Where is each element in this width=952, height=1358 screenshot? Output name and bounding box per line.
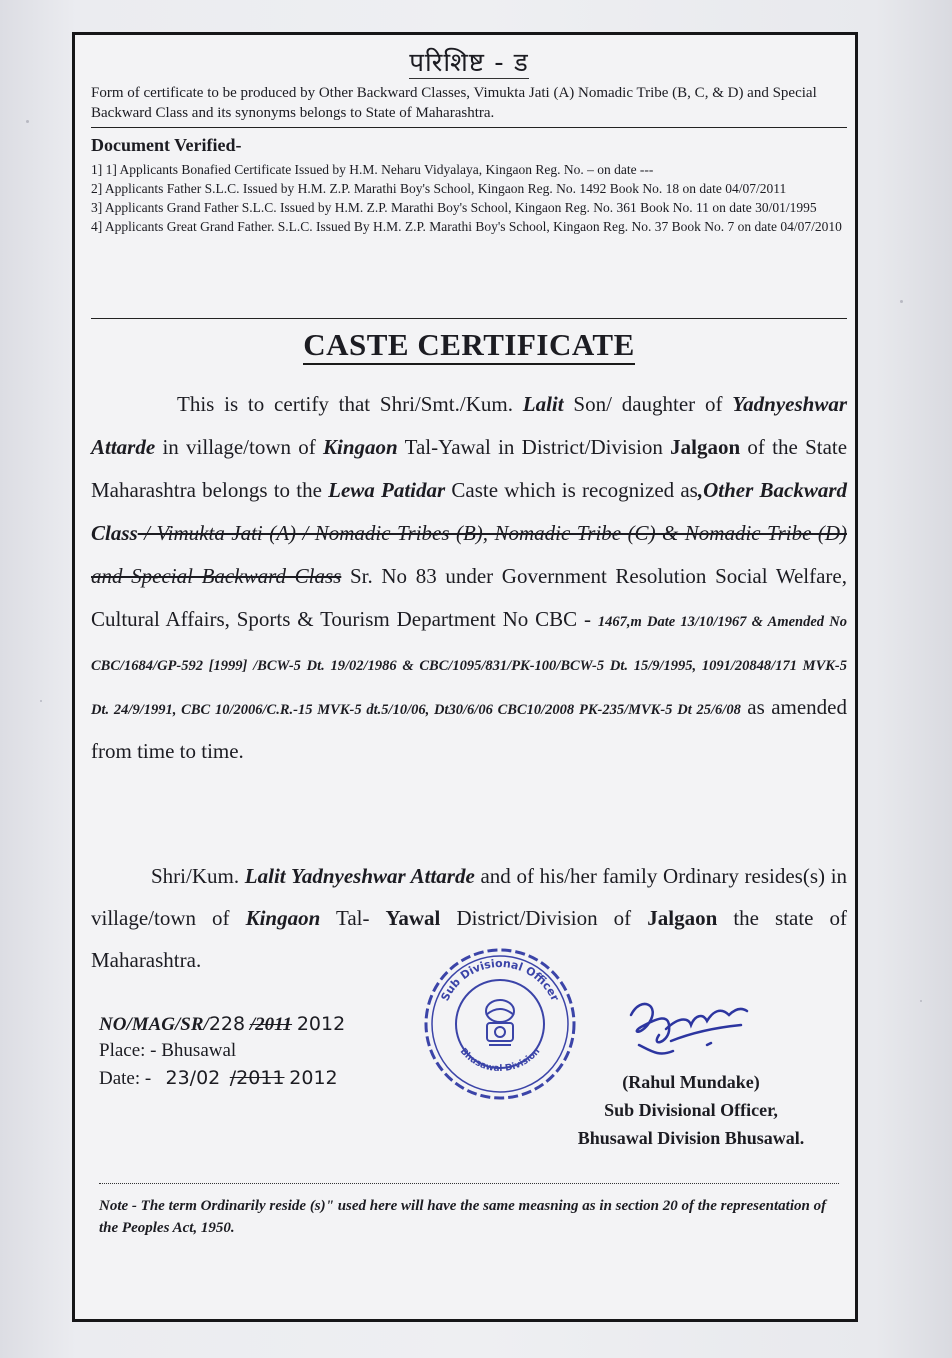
date bbox=[99, 1067, 338, 1090]
list-item: 4] Applicants Great Grand Father. S.L.C. Issued By H.M. Z.P. Marathi Boy's School, Kingaon Reg. No. 37 Book No. 7 on date 04/07/2010 bbox=[91, 219, 842, 234]
dotted-divider bbox=[99, 1183, 839, 1184]
text: as amended from time to time. bbox=[91, 695, 847, 763]
text: the state of Maharashtra. bbox=[91, 906, 848, 972]
struck-categories: / Vimukta Jati (A) / Nomadic Tribes (B), Nomadic Tribe (C) & Nomadic Tribe (D) and Special Backward Class bbox=[91, 521, 847, 588]
village: Kingaon bbox=[245, 906, 321, 930]
handwritten-year: 2012 bbox=[296, 1013, 346, 1035]
certificate-title: CASTE CERTIFICATE bbox=[91, 327, 847, 363]
form-description: Form of certificate to be produced by Other Backward Classes, Vimukta Jati (A) Nomadic Tribe (B, C, & D) and Special Backward Class and its synonyms belongs to State of Maharashtra. bbox=[91, 83, 847, 128]
government-resolutions: 1467,m Date 13/10/1967 & Amended No CBC/1684/GP-592 [1999] /BCW-5 Dt. 19/02/1986 & CBC/1095/831/PK-100/BCW-5 Dt. 15/9/1995, 1091/20848/171 MVK-5 Dt. 24/9/1991, CBC 10/2006/C.R.-15 MVK-5 dt.5/10/06, Dt30/6/06 CBC10/2008 PK-235/MVK-5 Dt 25/6/08 bbox=[91, 614, 847, 718]
divider bbox=[91, 318, 847, 319]
handwritten-number: 228 bbox=[208, 1013, 246, 1035]
text: in village/town of bbox=[162, 435, 316, 459]
emblem-icon bbox=[486, 1000, 514, 1045]
officer-title: Sub Divisional Officer, bbox=[604, 1100, 778, 1120]
text: Sr. No 83 under Government Resolution Social Welfare, Cultural Affairs, Sports & Tourism Department No CBC - bbox=[91, 564, 848, 631]
officer-block bbox=[531, 1068, 851, 1152]
officer-office: Bhusawal Division Bhusawal. bbox=[577, 1128, 805, 1148]
applicant-name: Lalit bbox=[522, 392, 564, 416]
text: and of his/her family Ordinary resides(s) in village/town of bbox=[91, 864, 848, 930]
stamp-top-text: Sub Divisional Officer bbox=[438, 956, 562, 1004]
certification-paragraph bbox=[91, 383, 847, 773]
father-name: Yadnyeshwar Attarde bbox=[91, 392, 848, 459]
list-item: 3] Applicants Grand Father S.L.C. Issued by H.M. Z.P. Marathi Boy's School, Kingaon Reg. No. 361 Book No. 11 on date 30/01/1995 bbox=[91, 200, 817, 215]
struck-year: /2011 bbox=[249, 1014, 293, 1035]
documents-list bbox=[91, 161, 847, 237]
officer-signature bbox=[611, 985, 761, 1075]
category: ,Other Backward Class bbox=[91, 478, 848, 545]
svg-text:Bhusawal Division bbox=[458, 1047, 543, 1075]
speck bbox=[40, 700, 42, 702]
struck-year: /2011 bbox=[229, 1067, 285, 1089]
place: Place: - Bhusawal bbox=[99, 1040, 237, 1061]
stamp-bottom-text: Bhusawal Division bbox=[457, 1046, 543, 1075]
speck bbox=[26, 120, 29, 123]
text: Son/ daughter of bbox=[573, 392, 723, 416]
reference-prefix: NO/MAG/SR/ bbox=[99, 1014, 209, 1035]
reference-number bbox=[99, 1013, 345, 1036]
handwritten-date: 23/02 bbox=[165, 1067, 221, 1089]
footnote: Note - The term Ordinarily reside (s)" used here will have the same measning as in section 20 of the representation of the Peoples Act, 1950. bbox=[99, 1198, 827, 1236]
text: Tal- bbox=[335, 906, 370, 930]
list-item: 2] Applicants Father S.L.C. Issued by H.M. Z.P. Marathi Boy's School, Kingaon Reg. No. 1492 Book No. 18 on date 04/07/2011 bbox=[91, 181, 787, 196]
text: Caste which is recognized as bbox=[451, 478, 698, 502]
text: Shri/Kum. bbox=[151, 864, 240, 888]
text: Tal-Yawal in District/Division bbox=[404, 435, 663, 459]
handwritten-year: 2012 bbox=[289, 1067, 338, 1089]
village: Kingaon bbox=[323, 435, 398, 459]
caste: Lewa Patidar bbox=[328, 478, 446, 502]
text: This is to certify that Shri/Smt./Kum. bbox=[177, 392, 513, 416]
text: of the State Maharashtra belongs to the bbox=[91, 435, 848, 502]
speck bbox=[900, 300, 903, 303]
full-name: Lalit Yadnyeshwar Attarde bbox=[244, 864, 475, 888]
speck bbox=[920, 1000, 922, 1002]
date-label: Date: - bbox=[99, 1068, 152, 1089]
list-item: 1] 1] Applicants Bonafied Certificate Issued by H.M. Neharu Vidyalaya, Kingaon Reg. No. – on date --- bbox=[91, 162, 654, 177]
district: Jalgaon bbox=[670, 435, 741, 459]
certificate-frame bbox=[72, 32, 858, 1322]
district: Jalgaon bbox=[647, 906, 718, 930]
officer-name: (Rahul Mundake) bbox=[622, 1072, 760, 1092]
documents-title: Document Verified- bbox=[91, 135, 242, 155]
text: District/Division of bbox=[456, 906, 632, 930]
appendix-heading: परिशिष्ट - ड bbox=[409, 48, 529, 78]
taluka: Yawal bbox=[385, 906, 441, 930]
